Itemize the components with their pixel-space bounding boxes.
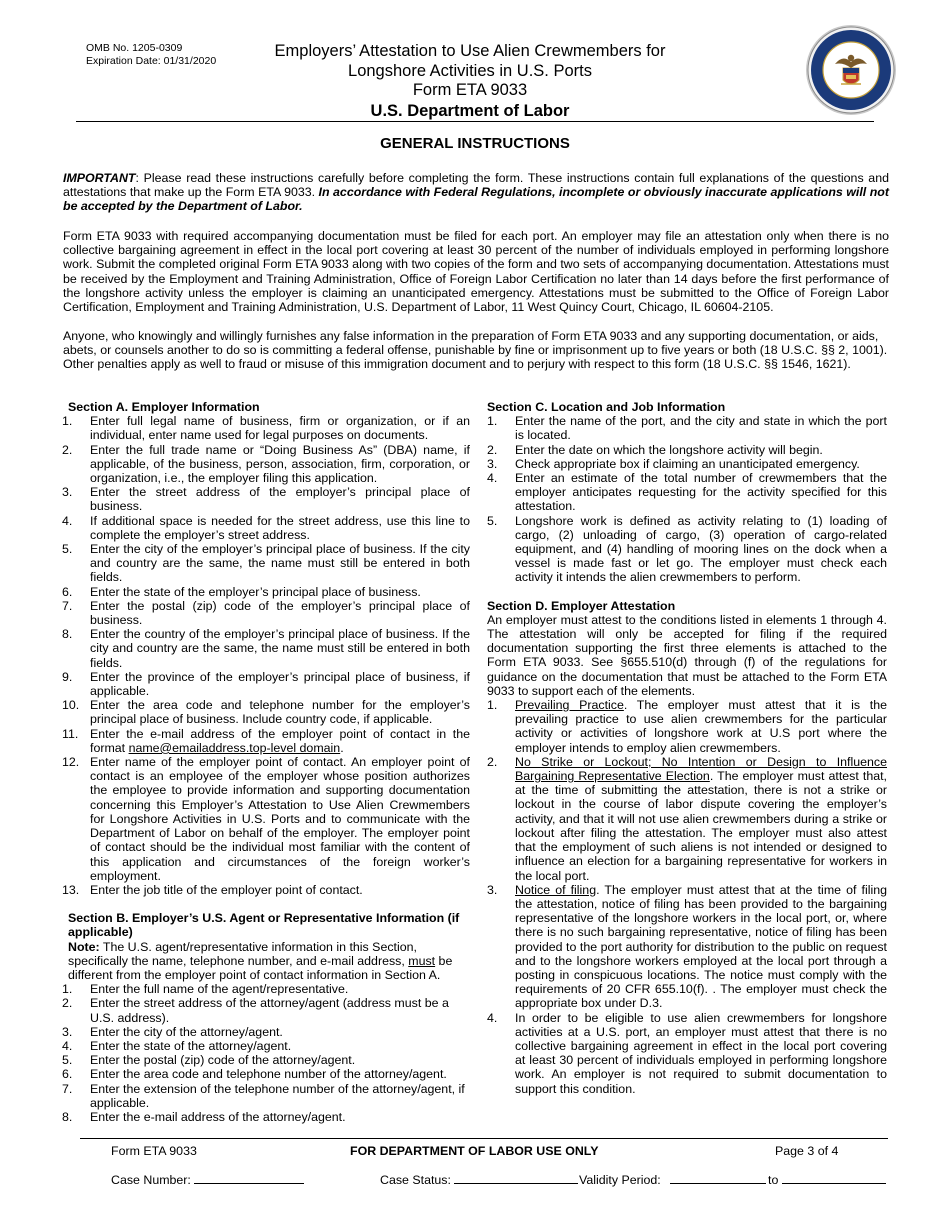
omb-number: OMB No. 1205-0309 [86, 42, 183, 54]
list-item-body: If additional space is needed for the street address, use this line to complete the employer’s street address. [90, 513, 470, 542]
section-a-item [62, 627, 470, 670]
case-status-label: Case Status: [380, 1173, 451, 1187]
expiration-date: Expiration Date: 01/31/2020 [86, 55, 217, 67]
list-item-body: Enter the city of the employer’s principal place of business. If the city and country are the same, the name must still be entered in both fields. [90, 542, 470, 585]
list-item-number: 3. [62, 1024, 73, 1039]
list-item-text [90, 1110, 470, 1124]
list-item-number: 11. [62, 726, 79, 741]
list-item-number: 9. [62, 669, 73, 684]
list-item-body: Enter name of the employer point of contact. An employer point of contact is an employee of the employer whose position authorizes the employee to provide information and supporting documentation concerning this Employer’s Attestation to Use Alien Crewmembers for Longshore Activities in U.S. Ports and to communicate with the Department of Labor on behalf of the employer. The employer point of contact should be the individual most familiar with the content of this application and circumstances of the foreign worker’s employment. [90, 755, 470, 883]
list-item-number: 10. [62, 698, 80, 713]
list-item-number: 3. [62, 485, 73, 500]
list-item-text [90, 727, 470, 755]
list-item-text [90, 1053, 470, 1067]
page-title: GENERAL INSTRUCTIONS [380, 135, 570, 152]
list-item-body: Enter the street address of the attorney/agent (address must be a U.S. address). [90, 996, 449, 1025]
form-title-line2: Longshore Activities in U.S. Ports [348, 61, 592, 80]
section-d-title: Section D. Employer Attestation [487, 598, 676, 613]
form-name: Form ETA 9033 [412, 81, 528, 99]
filing-paragraph: Form ETA 9033 with required accompanying documentation must be filed for each port. An employer may file an attestation only when there is no collective bargaining agreement in effect in the local port covering at least 30 percent of the number of individuals employed in performing longshore work. Submit the completed original Form ETA 9033 along with two copies of the form and two sets of accompanying documentation. Attestations must be received by the Employment and Training Administration, Office of Foreign Labor Certification no later than 14 days before the first performance of the longshore activity unless the employer is claiming an unanticipated emergency. Attestations must be submitted to the Office of Foreign Labor Certification, Employment and Training Administration, U.S. Department of Labor, 11 West Quincy Court, Chicago, IL 60604-2105. [63, 229, 889, 315]
list-item-text [90, 1039, 470, 1053]
list-item-number: 4. [62, 1038, 73, 1053]
section-a-item [62, 414, 470, 443]
list-item-number: 3. [487, 456, 498, 471]
list-item-number: 3. [487, 882, 498, 897]
section-a-item [62, 442, 470, 486]
form-title-block [230, 42, 710, 121]
left-column [62, 400, 470, 1124]
list-item-text [515, 471, 887, 514]
list-item-body: Enter an estimate of the total number of crewmembers that the employer anticipates requesting for the activity specified for this attestation. [515, 471, 887, 514]
list-item-text [515, 514, 887, 585]
validity-to-field [768, 1172, 886, 1187]
list-item-number: 2. [487, 442, 498, 457]
section-c-item [487, 514, 887, 585]
case-status-field [380, 1172, 578, 1187]
penalty-paragraph: Anyone, who knowingly and willingly furnishes any false information in the preparation of Form ETA 9033 and any supporting documentation, or aids, abets, or counsels another to do so is committing a federal offense, punishable by fine or imprisonment up to five years or both (18 U.S.C. §§ 2, 1001). Other penalties apply as well to fraud or misuse of this immigration document and to perjury with respect to this form (18 U.S.C. §§ 1546, 1621). [63, 329, 888, 372]
important-text: : Please read these instructions carefully before completing the form. These instructions contain full explanations of the questions and attestations that make up the Form ETA 9033. [63, 171, 889, 200]
list-item-text [90, 414, 470, 442]
list-item-text [90, 599, 470, 627]
section-b-item [62, 1024, 470, 1039]
section-d-item [487, 755, 887, 883]
list-item-text [90, 1082, 470, 1110]
list-item-body: Enter the full trade name or “Doing Business As” (DBA) name, if applicable, of the business, person, association, firm, corporation, or organization, i.e., the employer filing this application. [90, 442, 470, 486]
section-a-item [62, 755, 470, 883]
list-item-text [90, 670, 470, 698]
section-a-item [62, 882, 470, 897]
list-item-body: Enter the date on which the longshore activity will begin. [515, 442, 823, 457]
list-item-number: 4. [487, 1010, 498, 1025]
list-item-body: . The employer must attest that at the time of filing the attestation, notice of filing has been provided to the bargaining representative of the longshore workers in the local port, or, where there is no such bargaining representative, notice of filing has been provided to the port authority for distribution to the public on request and to the longshore workers employed at the local port through a posting in conspicuous locations. The notice must comply with the requirements of 20 CFR 655.10(f). . The employer must check the appropriate box under D.3. [515, 882, 887, 1011]
list-item-body: Enter full legal name of business, firm or organization, or if an individual, enter name used for legal purposes on documents. [90, 414, 470, 443]
validity-to-label: to [768, 1173, 779, 1187]
section-b-item [62, 1109, 470, 1124]
list-item-body: Enter the street address of the employer’s principal place of business. [90, 485, 470, 514]
list-item-body: Enter the state of the employer’s principal place of business. [90, 584, 421, 599]
list-item-text [90, 627, 470, 670]
section-c-item [487, 443, 887, 457]
list-item-text [90, 755, 470, 883]
list-item-number: 2. [62, 996, 73, 1011]
department-name: U.S. Department of Labor [370, 101, 570, 120]
list-item-body-end: . [340, 740, 344, 755]
list-item-number: 12. [62, 755, 80, 770]
list-item-number: 4. [62, 513, 73, 528]
list-item-number: 1. [487, 414, 498, 429]
list-item-body: Enter the state of the attorney/agent. [90, 1038, 292, 1053]
list-item-number: 1. [62, 982, 73, 997]
section-b-list [62, 982, 470, 1124]
right-column [487, 400, 887, 1096]
section-b-note [68, 940, 470, 983]
department-of-labor-seal-icon [805, 24, 897, 116]
validity-start-blank [670, 1172, 766, 1184]
section-a-item [62, 542, 470, 585]
list-item-text [90, 514, 470, 542]
list-item-body: Enter the area code and telephone number for the employer’s principal place of business. Include country code, if applicable. [90, 698, 470, 727]
list-item-text [90, 1025, 470, 1039]
note-text-end: be different from the employer point of contact information in Section A. [68, 953, 453, 982]
section-b-item [62, 1053, 470, 1068]
list-item-body: Enter the extension of the telephone number of the attorney/agent, if applicable. [90, 1081, 465, 1110]
email-format-example: name@emailaddress.top-level domain [128, 740, 341, 755]
section-c-list [487, 414, 887, 584]
header-divider [76, 121, 874, 122]
list-item-body: Enter the area code and telephone number of the attorney/agent. [90, 1067, 447, 1082]
list-item-number: 6. [62, 1067, 73, 1082]
list-item-number: 1. [487, 698, 498, 713]
omb-info [86, 42, 216, 68]
important-paragraph [63, 171, 889, 214]
list-item-text [90, 443, 470, 486]
list-item-body: Enter the province of the employer’s principal place of business, if applicable. [90, 669, 470, 699]
list-item-body: Check appropriate box if claiming an unanticipated emergency. [515, 456, 860, 471]
list-item-number: 13. [62, 882, 80, 897]
list-item-body: Enter the job title of the employer point of contact. [90, 882, 363, 897]
validity-period-label: Validity Period: [579, 1173, 661, 1187]
list-item-body: Longshore work is defined as activity relating to (1) loading of cargo, (2) unloading of cargo, (3) operation of cargo-related equipment, and (4) handling of mooring lines on the dock when a vessel is made fast or let go. The employer must check each activity it intends the alien crewmembers to perform. [515, 513, 887, 585]
list-item-number: 5. [62, 1053, 73, 1068]
case-number-label: Case Number: [111, 1173, 191, 1187]
list-item-text [90, 883, 470, 897]
list-item-text [90, 485, 470, 513]
case-status-blank [454, 1172, 578, 1184]
list-item-text [515, 457, 887, 471]
list-item-text [90, 698, 470, 726]
section-b-item [62, 996, 470, 1025]
list-item-body: Enter the e-mail address of the employer point of contact in the format [90, 726, 470, 755]
list-item-body: In order to be eligible to use alien crewmembers for longshore activities at a U.S. port, an employer must attest that there is no collective bargaining agreement in effect in the local port covering at least 30 percent of individuals employed in performing longshore work. An employer is not required to submit documentation to support this condition. [515, 1010, 887, 1096]
section-c-item [487, 471, 887, 514]
attestation-element-title: Prevailing Practice [515, 698, 624, 713]
section-d-intro: An employer must attest to the conditions listed in elements 1 through 4. The attestation will only be accepted for filing if the required documentation supporting the first three elements is attached to the Form ETA 9033. See §655.510(d) through (f) of the regulations for guidance on the documentation that must be attached to the Form ETA 9033 to support each of the elements. [487, 612, 887, 698]
list-item-text [515, 698, 887, 755]
note-underlined-word: must [408, 953, 436, 968]
list-item-number: 5. [487, 513, 498, 528]
section-a-item [62, 698, 470, 727]
list-item-number: 5. [62, 542, 73, 557]
list-item-body: Enter the postal (zip) code of the employer’s principal place of business. [90, 598, 470, 628]
validity-period-field [579, 1172, 766, 1187]
list-item-text [90, 585, 470, 599]
list-item-body: Enter the full name of the agent/representative. [90, 982, 349, 997]
note-label: Note: [68, 939, 100, 954]
section-a-list [62, 414, 470, 897]
footer-divider [80, 1138, 888, 1139]
list-item-number: 6. [62, 584, 73, 599]
list-item-text [90, 542, 470, 585]
list-item-number: 1. [62, 414, 73, 429]
case-number-field [111, 1172, 304, 1187]
attestation-element-title: No Strike or Lockout; No Intention or Design to Influence Bargaining Representative Election [515, 754, 887, 784]
list-item-number: 8. [62, 1109, 73, 1124]
case-number-blank [194, 1172, 304, 1184]
section-c-item [487, 457, 887, 471]
section-b-item [62, 1081, 470, 1110]
list-item-body: Enter the postal (zip) code of the attorney/agent. [90, 1053, 356, 1068]
list-item-body: Enter the e-mail address of the attorney/agent. [90, 1109, 346, 1124]
important-label: IMPORTANT [63, 171, 136, 185]
list-item-text [515, 414, 887, 442]
section-a-title: Section A. Employer Information [68, 400, 260, 414]
section-d-item [487, 1011, 887, 1096]
footer-form-name: Form ETA 9033 [111, 1144, 197, 1158]
note-text: The U.S. agent/representative information in this Section, specifically the name, telephone number, and e-mail address, [68, 939, 417, 968]
list-item-text [90, 982, 470, 996]
section-a-item [62, 485, 470, 514]
list-item-text [515, 1011, 887, 1096]
list-item-number: 7. [62, 1081, 73, 1096]
list-item-body: Enter the country of the employer’s principal place of business. If the city and country are the same, the name must still be entered in both fields. [90, 627, 470, 670]
footer-office-use-label: FOR DEPARTMENT OF LABOR USE ONLY [350, 1144, 599, 1158]
important-bold-text: In accordance with Federal Regulations, incomplete or obviously inaccurate applications will not be accepted by the Department of Labor. [63, 185, 889, 214]
section-b-item [62, 982, 470, 997]
list-item-text [90, 1067, 470, 1081]
section-d-list [487, 698, 887, 1096]
section-d-item [487, 883, 887, 1011]
list-item-text [515, 755, 887, 883]
section-a-item [62, 669, 470, 699]
list-item-number: 2. [62, 442, 73, 457]
list-item-text [515, 443, 887, 457]
section-a-item [62, 598, 470, 628]
list-item-body: . The employer must attest that, at the time of submitting the attestation, there is not a strike or lockout in the course of labor dispute covering the employer’s activity, and that it will not use alien crewmembers during a strike or lockout after filing the attestation. The employer must also attest that the employment of such aliens is not intended or designed to influence an election for a bargaining representative for workers in the local port. [515, 769, 887, 883]
list-item-number: 8. [62, 627, 73, 642]
list-item-number: 2. [487, 754, 498, 769]
section-a-item [62, 513, 470, 542]
list-item-text [90, 996, 470, 1024]
attestation-element-title: Notice of filing [515, 882, 597, 897]
validity-end-blank [782, 1172, 886, 1184]
list-item-text [515, 883, 887, 1011]
footer-page-number: Page 3 of 4 [775, 1144, 839, 1158]
list-item-body: Enter the city of the attorney/agent. [90, 1024, 283, 1039]
section-b-item [62, 1067, 470, 1082]
section-c-item [487, 414, 887, 442]
section-a-item [62, 584, 470, 599]
section-b-item [62, 1038, 470, 1053]
section-a-item [62, 726, 470, 755]
list-item-body: Enter the name of the port, and the city and state in which the port is located. [515, 414, 887, 443]
list-item-number: 7. [62, 598, 73, 613]
section-d-item [487, 698, 887, 755]
section-c-title: Section C. Location and Job Information [487, 400, 726, 414]
list-item-body: . The employer must attest that it is the prevailing practice to use alien crewmembers for the particular activity or activities of longshore work at U.S port where the employer intends to employ alien crewmembers. [515, 698, 887, 755]
section-b-title: Section B. Employer’s U.S. Agent or Representative Information (if applicable) [68, 911, 460, 940]
form-title-line1: Employers’ Attestation to Use Alien Crewmembers for [274, 42, 666, 60]
list-item-number: 4. [487, 471, 498, 486]
